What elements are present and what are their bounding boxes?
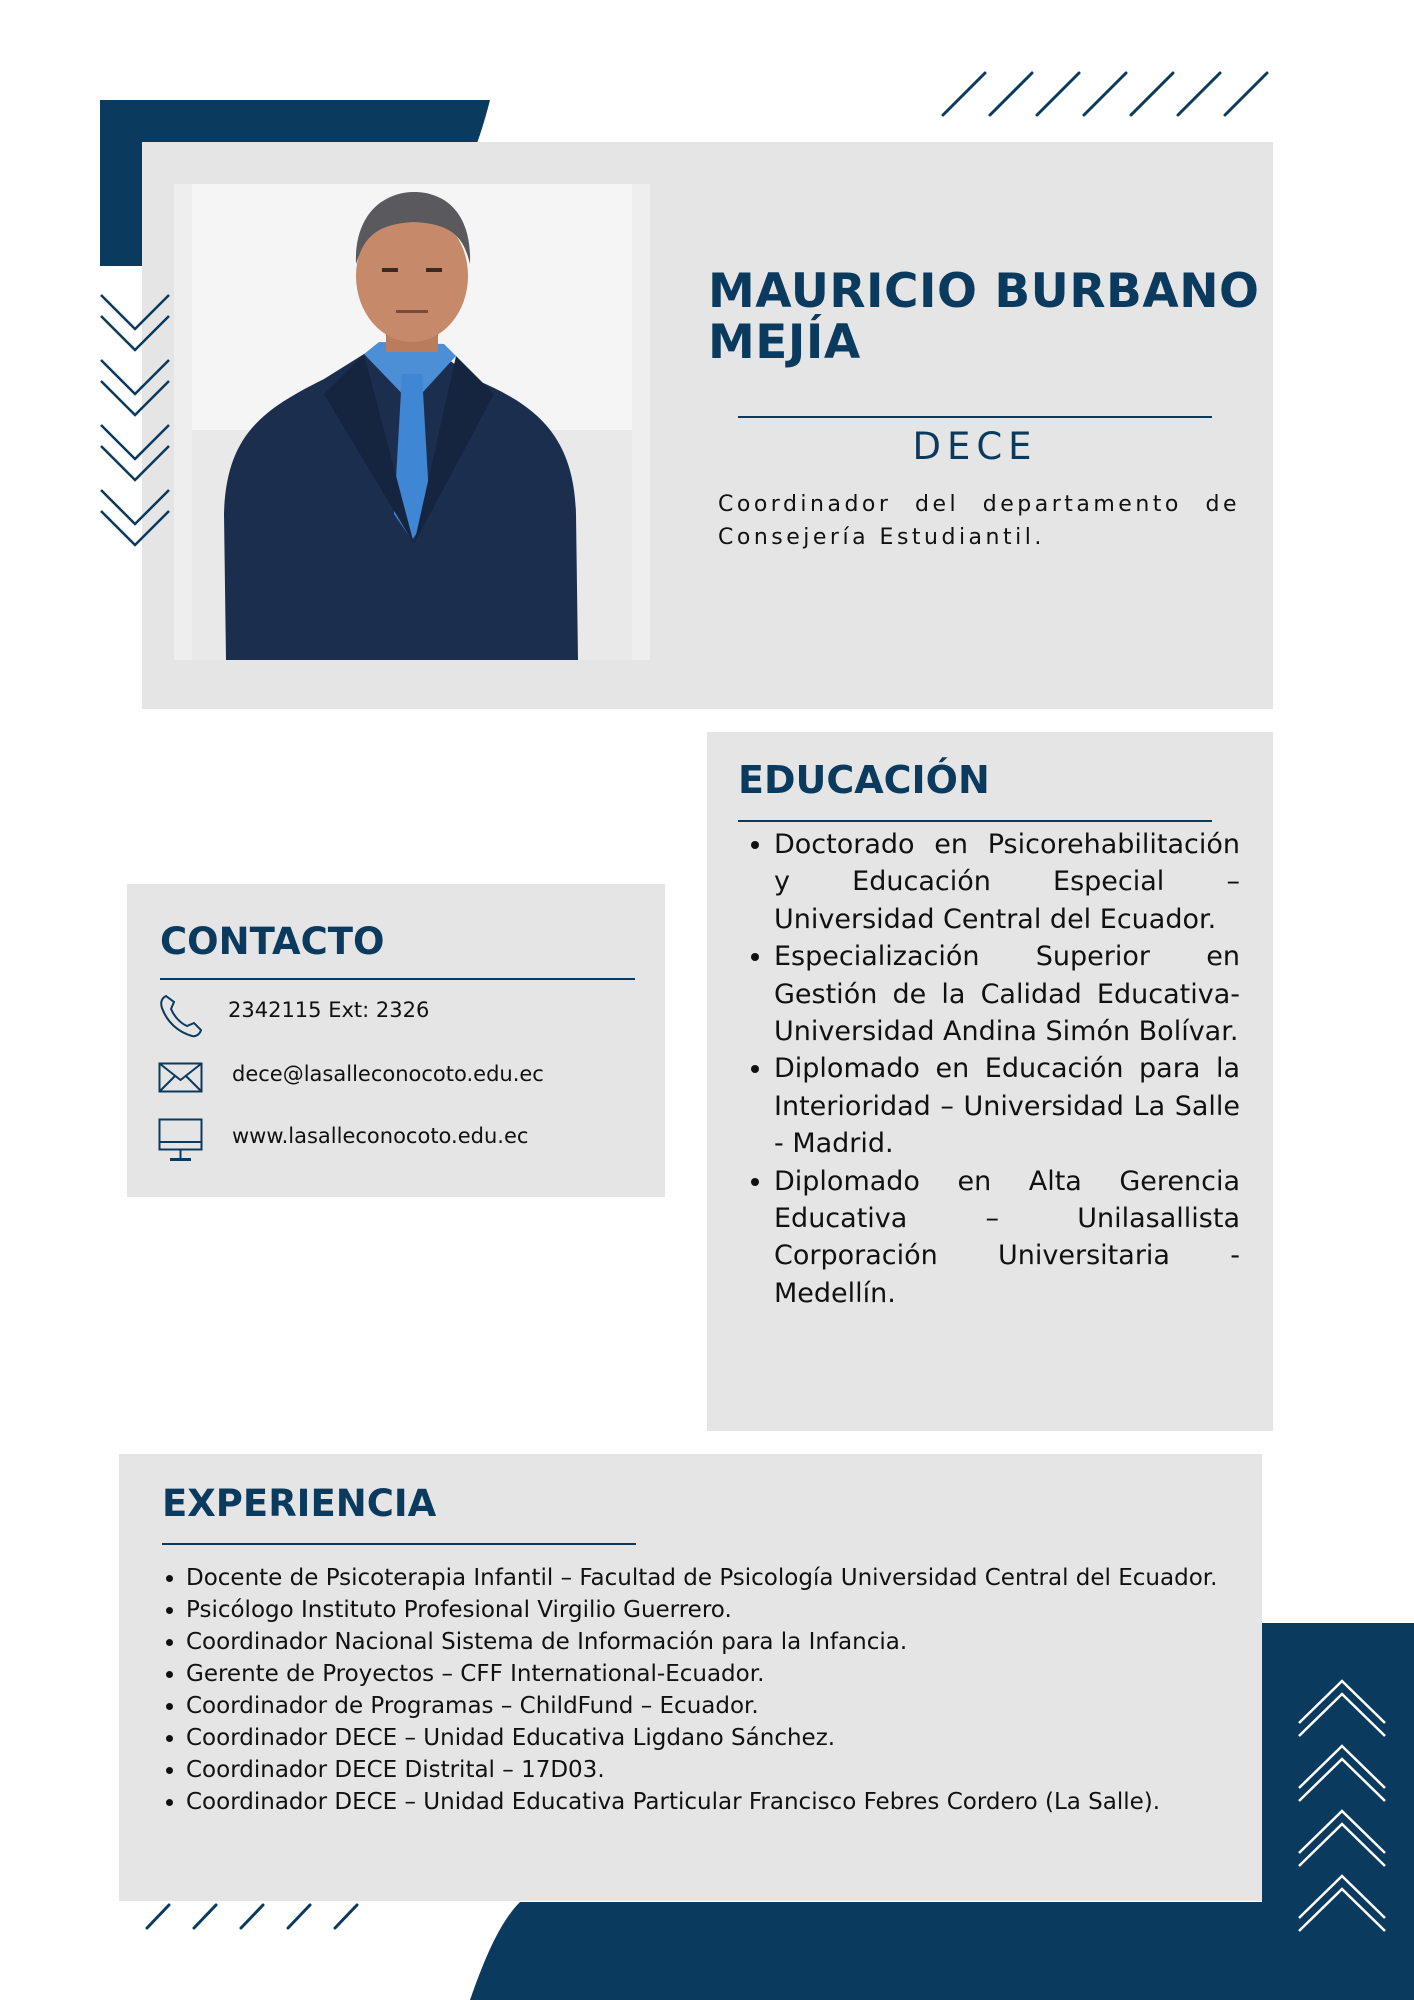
experience-item: • Docente de Psicoterapia Infantil – Facultad de Psicología Universidad Central del Ecuador. [186,1562,1250,1594]
person-name-line2: MEJÍA [708,315,861,370]
decorative-slashes-top [940,70,1275,120]
education-item: • Diplomado en Alta Gerencia Educativa – Unilasallista Corporación Universitaria - Medellín. [774,1163,1240,1313]
decorative-chevrons-up [1296,1678,1388,1940]
person-name-line1: MAURICIO BURBANO [708,264,1260,319]
profile-photo [174,184,650,660]
role-description: Coordinador del departamento de Consejería Estudiantil. [718,492,1240,550]
phone-icon [158,992,204,1038]
education-list [742,826,1240,1312]
mail-icon [158,1062,204,1094]
divider [738,416,1212,418]
decorative-chevrons-down [98,292,178,552]
contact-title: CONTACTO [160,920,385,963]
education-item: • Diplomado en Educación para la Interioridad – Universidad La Salle - Madrid. [774,1050,1240,1162]
experience-item: • Coordinador de Programas – ChildFund – Ecuador. [186,1690,1250,1722]
experience-item: • Coordinador Nacional Sistema de Información para la Infancia. [186,1626,1250,1658]
experience-item: • Coordinador DECE – Unidad Educativa Ligdano Sánchez. [186,1722,1250,1754]
decorative-slashes-bottom [144,1902,394,1932]
education-item: • Especialización Superior en Gestión de la Calidad Educativa-Universidad Andina Simón Bolívar. [774,938,1240,1050]
monitor-icon [158,1118,204,1164]
divider [162,1543,636,1545]
education-title: EDUCACIÓN [738,758,990,802]
experience-item: • Psicólogo Instituto Profesional Virgilio Guerrero. [186,1594,1250,1626]
experience-title: EXPERIENCIA [162,1482,437,1525]
divider [738,820,1212,822]
email-link[interactable]: dece@lasalleconocoto.edu.ec [232,1062,544,1086]
department-label: DECE [912,425,1038,468]
experience-list [160,1562,1250,1818]
phone-number: 2342115 Ext: 2326 [228,998,430,1022]
divider [160,978,635,980]
decorative-bottom-block [470,1902,1414,2000]
education-item: • Doctorado en Psicorehabilitación y Educación Especial – Universidad Central del Ecuador. [774,826,1240,938]
experience-item: • Coordinador DECE Distrital – 17D03. [186,1754,1250,1786]
website-link[interactable]: www.lasalleconocoto.edu.ec [232,1124,529,1148]
experience-item: • Gerente de Proyectos – CFF International-Ecuador. [186,1658,1250,1690]
person-name [708,266,1268,368]
experience-item: • Coordinador DECE – Unidad Educativa Particular Francisco Febres Cordero (La Salle). [186,1786,1250,1818]
